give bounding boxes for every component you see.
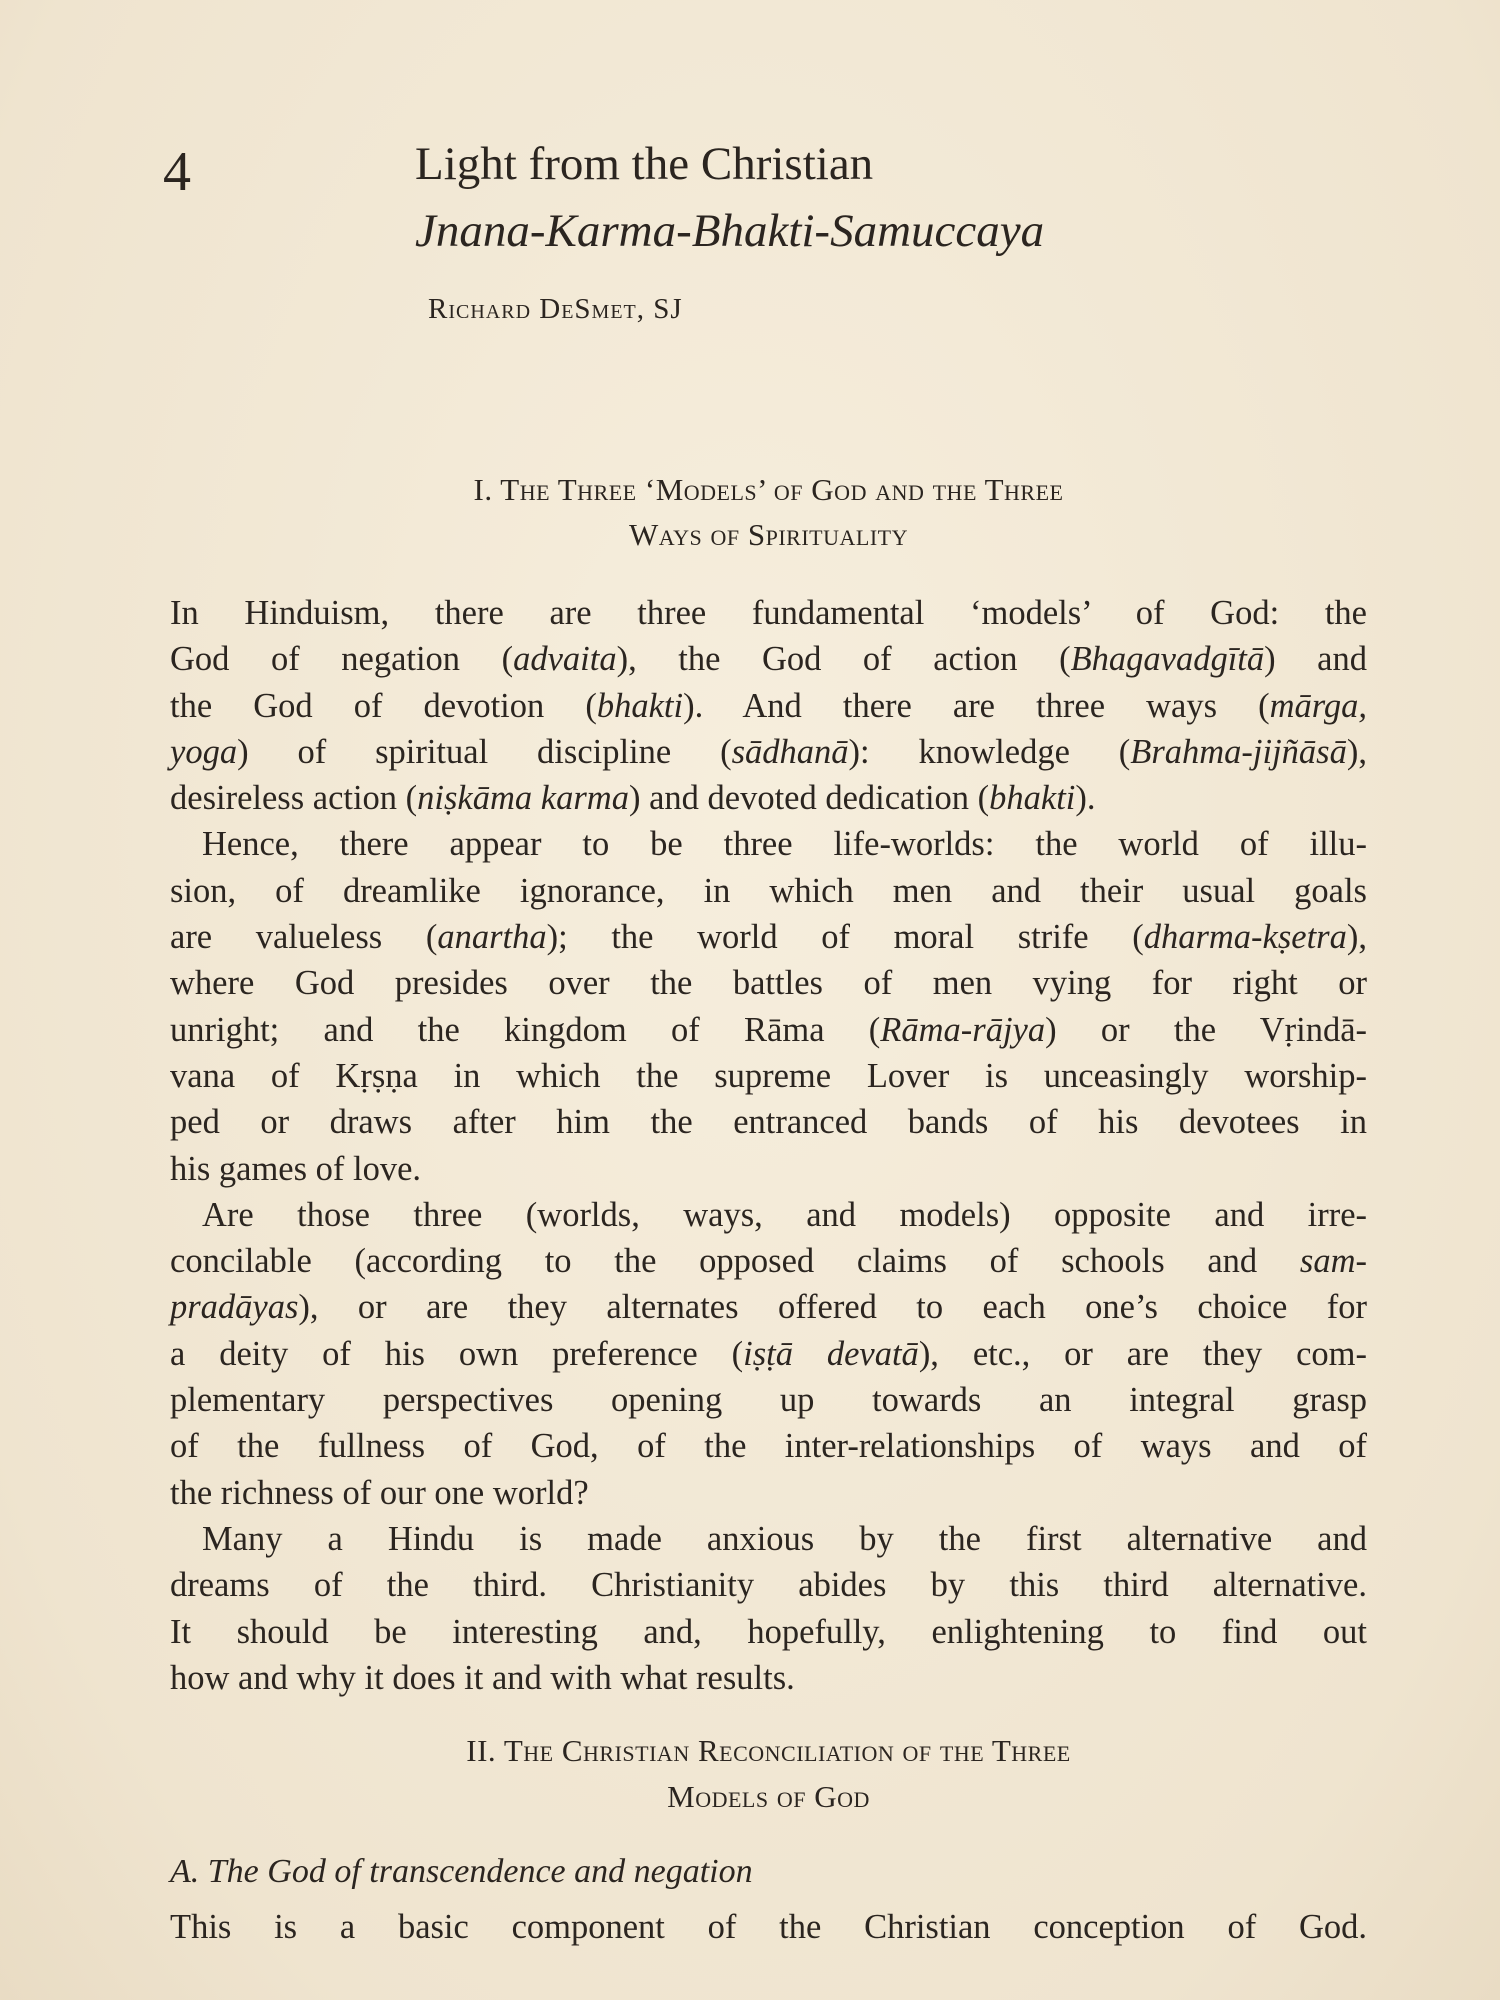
text-run: ).: [1075, 779, 1096, 818]
italic-term: bhakti: [989, 779, 1076, 818]
text-run: ); the world of moral strife (: [546, 918, 1144, 957]
text-run: ped or draws after him the entranced bands of his devotees in: [170, 1103, 1367, 1142]
body-line: [170, 590, 1367, 636]
paragraph: [170, 590, 1367, 821]
paragraph: [170, 1516, 1367, 1701]
text-run: his games of love.: [170, 1149, 422, 1188]
text-run: sion, of dreamlike ignorance, in which men and their usual goals: [170, 871, 1367, 910]
italic-term: yoga: [170, 732, 238, 771]
paragraph: [170, 821, 1367, 1191]
text-run: It should be interesting and, hopefully, enlightening to find out: [170, 1612, 1367, 1651]
body-line: [170, 1007, 1367, 1053]
body-line: [170, 1238, 1367, 1284]
text-run: ),: [1346, 918, 1367, 957]
section-2-body: [170, 1904, 1367, 1950]
section-1-body: [170, 590, 1367, 1701]
body-line: [170, 729, 1367, 775]
text-run: Hence, there appear to be three life-worlds: the world of illu-: [202, 825, 1367, 864]
section-2-heading-line-2: Models of God: [667, 1779, 870, 1814]
text-run: dreams of the third. Christianity abides by this third alternative.: [170, 1566, 1367, 1605]
italic-term: mārga,: [1269, 686, 1368, 725]
body-line: [170, 1470, 1367, 1516]
text-run: God of negation (: [170, 640, 514, 679]
text-run: the God of devotion (: [170, 686, 597, 725]
body-line: [170, 821, 1367, 867]
italic-term: iṣṭā devatā: [743, 1334, 919, 1373]
text-run: are valueless (: [170, 918, 438, 957]
text-run: ) and: [1264, 640, 1367, 679]
chapter-title: Light from the Christian: [415, 138, 874, 190]
italic-term: pradāyas: [170, 1288, 299, 1327]
text-run: In Hinduism, there are three fundamental ‘models’ of God: the: [170, 594, 1367, 632]
text-run: ), or are they alternates offered to each one’s choice for: [298, 1288, 1367, 1327]
text-run: Are those three (worlds, ways, and models) opposite and irre-: [202, 1195, 1367, 1234]
text-run: unright; and the kingdom of Rāma (: [170, 1010, 881, 1049]
text-run: ),: [1346, 732, 1367, 771]
text-run: where God presides over the battles of men vying for right or: [170, 964, 1367, 1003]
italic-term: Brahma-jijñāsā: [1130, 732, 1347, 771]
body-line: [170, 1377, 1367, 1423]
text-run: concilable (according to the opposed claims of schools and: [170, 1242, 1300, 1281]
body-line: [170, 1655, 1367, 1701]
section-1-heading-line-1: I. The Three ‘Models’ of God and the Three: [473, 472, 1064, 507]
italic-term: Bhagavadgītā: [1070, 640, 1265, 679]
italic-term: advaita: [513, 640, 617, 679]
section-1-heading-line-2: Ways of Spirituality: [629, 517, 908, 552]
text-run: ) and devoted dedication (: [628, 779, 990, 818]
italic-term: sam-: [1299, 1242, 1367, 1281]
body-line: [170, 1192, 1367, 1238]
text-run: ). And there are three ways (: [683, 686, 1270, 725]
body-line: [170, 1516, 1367, 1562]
text-run: a deity of his own preference (: [170, 1334, 744, 1373]
text-run: desireless action (: [170, 779, 418, 818]
body-line: [170, 636, 1367, 682]
chapter-number: 4: [163, 141, 191, 203]
body-line: [170, 683, 1367, 729]
subsection-heading: A. The God of transcendence and negation: [170, 1853, 753, 1890]
italic-term: niṣkāma karma: [417, 779, 629, 818]
body-line: [170, 914, 1367, 960]
body-line: [170, 1331, 1367, 1377]
text-run: ), the God of action (: [616, 640, 1071, 679]
chapter-author: Richard DeSmet, SJ: [428, 293, 683, 325]
text-run: ) of spiritual discipline (: [237, 732, 732, 771]
body-line: [170, 1423, 1367, 1469]
body-line: [170, 868, 1367, 914]
text-run: ): knowledge (: [848, 732, 1131, 771]
body-line: [170, 1284, 1367, 1330]
italic-term: sādhanā: [731, 732, 849, 771]
section-2-heading-line-1: II. The Christian Reconciliation of the Three: [466, 1733, 1071, 1768]
body-line: [170, 1562, 1367, 1608]
italic-term: anartha: [437, 918, 547, 957]
text-run: ), etc., or are they com-: [918, 1334, 1367, 1373]
italic-term: Rāma-rājya: [880, 1010, 1046, 1049]
italic-term: bhakti: [596, 686, 684, 725]
text-run: vana of Kṛṣṇa in which the supreme Lover is unceasingly worship-: [170, 1056, 1367, 1095]
body-line: This is a basic component of the Christian conception of God.: [170, 1908, 1367, 1946]
body-line: [170, 1053, 1367, 1099]
text-run: ) or the Vṛindā-: [1045, 1010, 1368, 1049]
paragraph: [170, 1192, 1367, 1516]
body-line: [170, 1146, 1367, 1192]
text-run: plementary perspectives opening up towards an integral grasp: [170, 1381, 1367, 1420]
text-run: how and why it does it and with what results.: [170, 1658, 795, 1697]
body-line: [170, 1099, 1367, 1145]
text-run: the richness of our one world?: [170, 1473, 589, 1512]
italic-term: dharma-kṣetra: [1143, 918, 1347, 957]
body-line: [170, 960, 1367, 1006]
text-run: of the fullness of God, of the inter-relationships of ways and of: [170, 1427, 1367, 1466]
chapter-subtitle: Jnana-Karma-Bhakti-Samuccaya: [415, 205, 1045, 257]
body-line: [170, 775, 1367, 821]
text-run: Many a Hindu is made anxious by the first alternative and: [202, 1519, 1367, 1558]
body-line: [170, 1609, 1367, 1655]
